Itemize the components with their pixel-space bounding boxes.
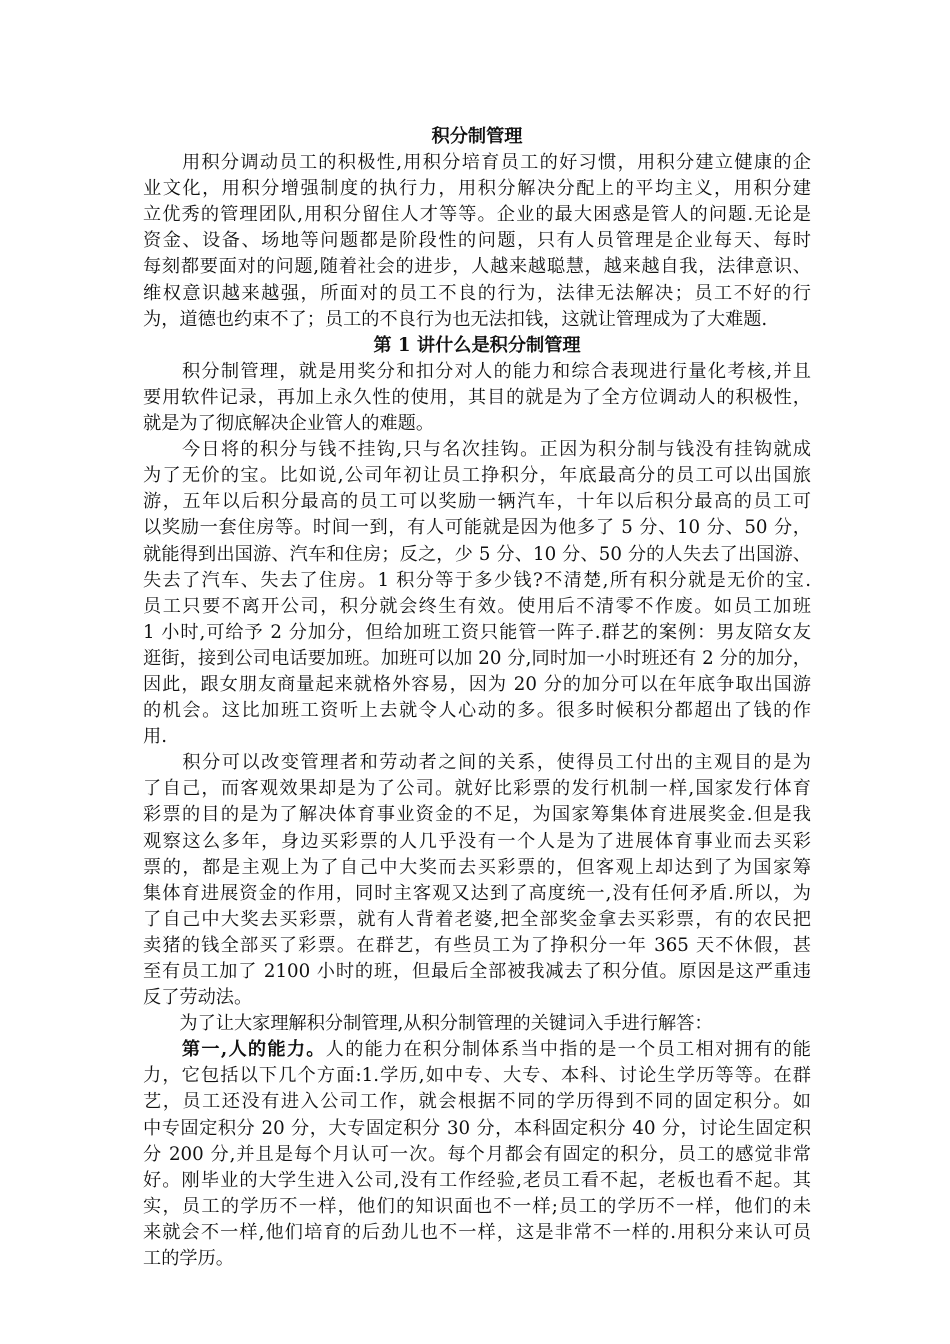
text-line: 失去了汽车、失去了住房。1 积分等于多少钱?不清楚,所有积分就是无价的宝. (143, 569, 811, 591)
text-line: 用. (143, 726, 167, 748)
text-line: 至有员工加了 2100 小时的班，但最后全部被我减去了积分值。原因是这严重违 (143, 961, 811, 982)
text-line: 维权意识越来越强，所面对的员工不良的行为，法律无法解决；员工不好的行 (143, 282, 811, 304)
text-line: 游，五年以后积分最高的员工可以奖励一辆汽车，十年以后积分最高的员工可 (143, 491, 811, 513)
text-line: 因此，跟女朋友商量起来就格外容易，因为 20 分的加分可以在年底争取出国游 (143, 673, 811, 695)
text-line: 实，员工的学历不一样，他们的知识面也不一样;员工的学历不一样，他们的未 (143, 1195, 811, 1217)
text-line: 力，它包括以下几个方面:1.学历,如中专、大专、本科、讨论生学历等等。在群 (143, 1065, 811, 1087)
text-line: 积分制管理，就是用奖分和扣分对人的能力和综合表现进行量化考核,并且 (143, 360, 811, 382)
text-line: 好。刚毕业的大学生进入公司,没有工作经验,老员工看不起，老板也看不起。其 (143, 1169, 811, 1191)
text-line: 反了劳动法。 (143, 987, 253, 1009)
text-line: 卖猪的钱全部买了彩票。在群艺，有些员工为了挣积分一年 365 天不休假，甚 (143, 934, 811, 956)
text-line: 积分可以改变管理者和劳动者之间的关系，使得员工付出的主观目的是为 (143, 752, 811, 774)
ability-first-text: 人的能力在积分制体系当中指的是一个员工相对拥有的能 (325, 1039, 811, 1061)
text-line: 资金、设备、场地等问题都是阶段性的问题，只有人员管理是企业每天、每时 (143, 230, 811, 252)
text-line: 中专固定积分 20 分，大专固定积分 30 分，本科固定积分 40 分，讨论生固定积 (143, 1117, 811, 1139)
text-line: 票的，都是主观上为了自己中大奖而去买彩票的，但客观上却达到了为国家筹 (143, 856, 811, 878)
lecture-title: 第 1 讲什么是积分制管理 (373, 334, 581, 356)
text-line: 员工只要不离开公司，积分就会终生有效。使用后不清零不作废。如员工加班 (143, 595, 811, 617)
text-line: 彩票的目的是为了解决体育事业资金的不足，为国家筹集体育进展奖金.但是我 (143, 804, 811, 826)
paragraph-keywords-intro: 为了让大家理解积分制管理,从积分制管理的关键词入手进行解答： (143, 1013, 713, 1035)
text-line: 1 小时,可给予 2 分加分，但给加班工资只能管一阵子.群艺的案例：男友陪女友 (143, 621, 811, 643)
text-line: 立优秀的管理团队,用积分留住人才等等。企业的最大困惑是管人的问题.无论是 (143, 204, 811, 226)
text-line: 以奖励一套住房等。时间一到，有人可能就是因为他多了 5 分、10 分、50 分， (143, 517, 811, 539)
text-line: 了自己中大奖去买彩票，就有人背着老婆,把全部奖金拿去买彩票，有的农民把 (143, 908, 811, 930)
paragraph-ability-first-line (143, 1037, 811, 1063)
paragraph-ability (143, 1063, 811, 1272)
text-line: 为，道德也约束不了；员工的不良行为也无法扣钱，这就让管理成为了大难题. (143, 308, 768, 330)
text-line: 今日将的积分与钱不挂钩,只与名次挂钩。正因为积分制与钱没有挂钩就成 (143, 439, 811, 461)
text-line: 就能得到出国游、汽车和住房；反之，少 5 分、10 分、50 分的人失去了出国游、 (143, 543, 811, 565)
paragraph-definition (143, 359, 811, 437)
text-line: 分 200 分,并且是每个月认可一次。每个月都会有固定的积分，员工的感觉非常 (143, 1143, 811, 1165)
ability-heading: 第一,人的能力。 (181, 1039, 326, 1061)
document-title: 积分制管理 (431, 126, 523, 147)
text-line: 工的学历。 (143, 1248, 234, 1270)
text-line: 就是为了彻底解决企业管人的难题。 (143, 413, 435, 435)
text-line: 来就会不一样,他们培育的后劲儿也不一样，这是非常不一样的.用积分来认可员 (143, 1221, 811, 1243)
text-line: 观察这么多年，身边买彩票的人几乎没有一个人是为了进展体育事业而去买彩 (143, 830, 811, 852)
text-line: 业文化，用积分增强制度的执行力，用积分解决分配上的平均主义，用积分建 (143, 178, 811, 200)
text-line: 了自己，而客观效果却是为了公司。就好比彩票的发行机制一样,国家发行体育 (143, 778, 811, 800)
text-line: 为了无价的宝。比如说,公司年初让员工挣积分，年底最高分的员工可以出国旅 (143, 465, 811, 487)
paragraph-relationship (143, 750, 811, 1011)
text-line: 用积分调动员工的积极性,用积分培育员工的好习惯，用积分建立健康的企 (143, 152, 811, 174)
text-line: 要用软件记录，再加上永久性的使用，其目的就是为了全方位调动人的积极性， (143, 386, 811, 408)
text-line: 集体育进展资金的作用，同时主客观又达到了高度统一,没有任何矛盾.所以，为 (143, 882, 811, 904)
text-line: 逛街，接到公司电话要加班。加班可以加 20 分,同时加一小时班还有 2 分的加分， (143, 647, 811, 669)
paragraph-money (143, 437, 811, 750)
text-line: 的机会。这比加班工资听上去就令人心动的多。很多时候积分都超出了钱的作 (143, 700, 811, 722)
intro-paragraph (143, 150, 811, 333)
text-line: 艺，员工还没有进入公司工作，就会根据不同的学历得到不同的固定积分。如 (143, 1091, 811, 1113)
document-page (143, 124, 811, 1272)
text-line: 每刻都要面对的问题,随着社会的进步，人越来越聪慧，越来越自我，法律意识、 (143, 256, 811, 278)
